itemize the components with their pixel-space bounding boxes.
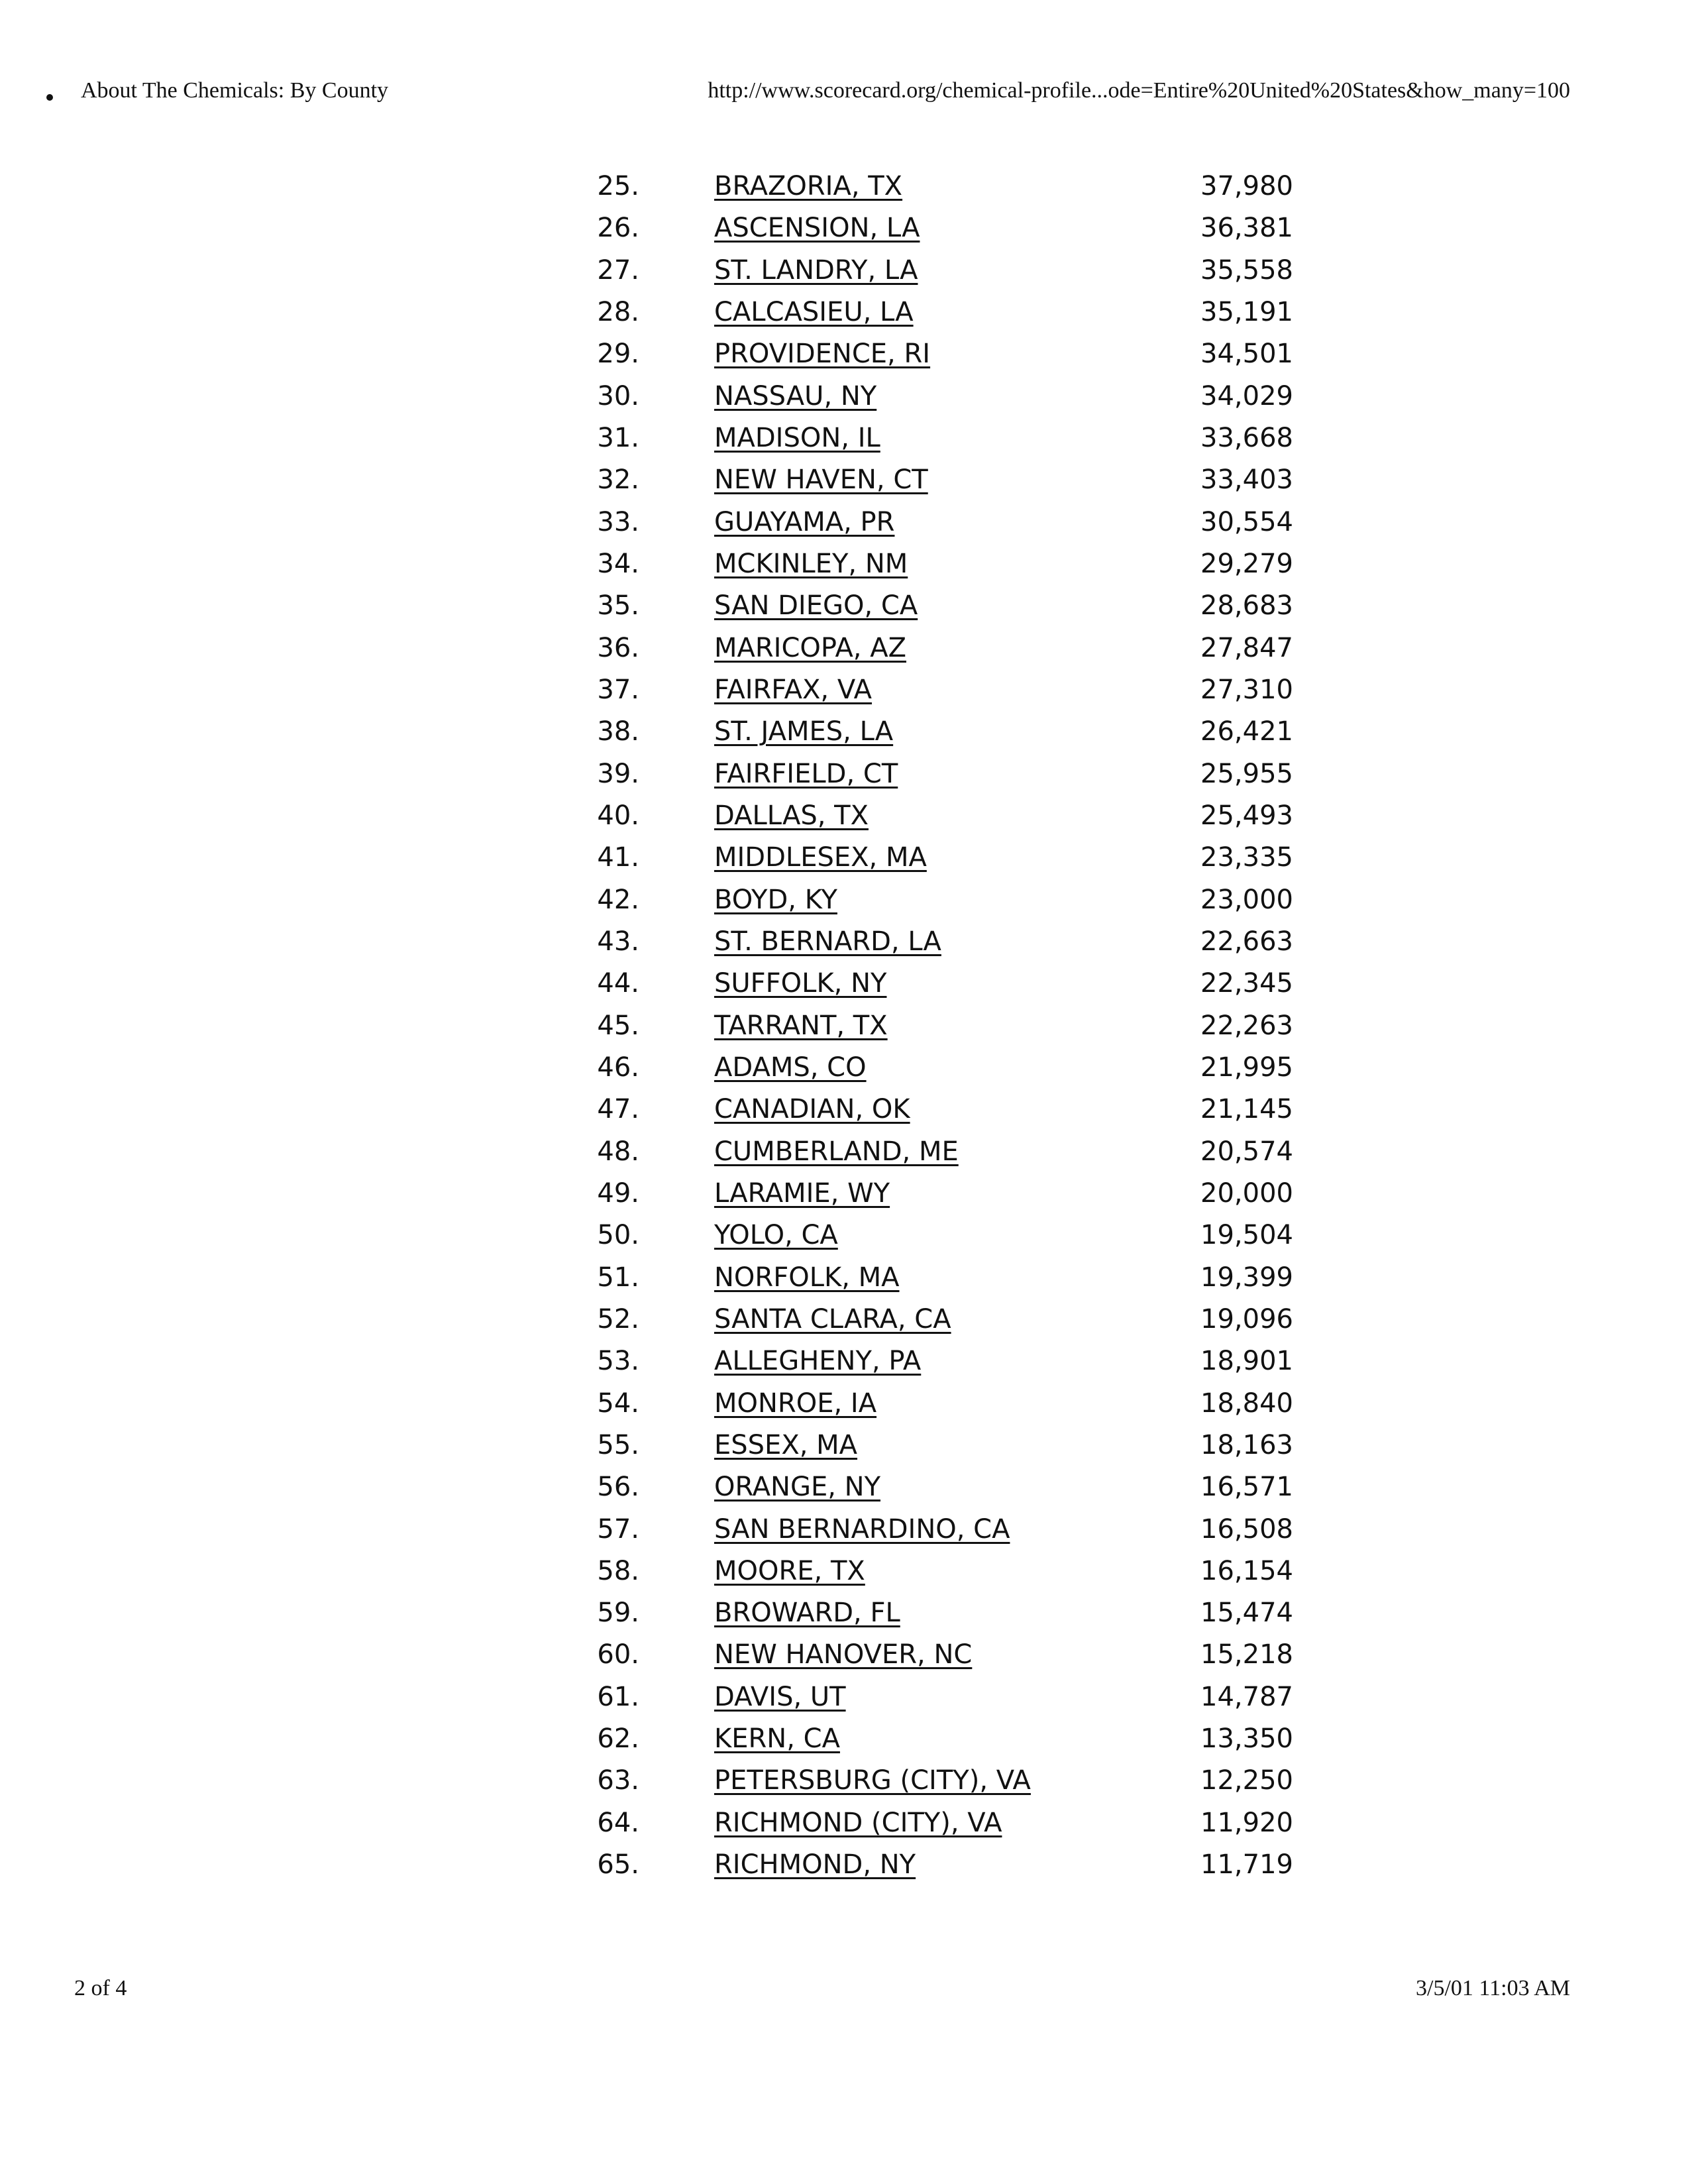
county-value: 19,504 bbox=[1200, 1220, 1293, 1251]
table-row bbox=[0, 753, 1696, 795]
table-row bbox=[0, 1089, 1696, 1130]
county-link[interactable]: ESSEX, MA bbox=[714, 1429, 858, 1460]
rank-number: 49. bbox=[597, 1177, 639, 1209]
county-ranking-table bbox=[0, 166, 1696, 1886]
rank-number: 31. bbox=[597, 422, 639, 453]
rank-number: 53. bbox=[597, 1346, 639, 1377]
county-value: 26,421 bbox=[1200, 716, 1293, 747]
county-value: 18,163 bbox=[1200, 1429, 1293, 1460]
county-value: 11,719 bbox=[1200, 1849, 1293, 1881]
rank-number: 34. bbox=[597, 548, 639, 579]
county-link[interactable]: SAN BERNARDINO, CA bbox=[714, 1513, 1010, 1545]
county-link[interactable]: LARAMIE, WY bbox=[714, 1177, 890, 1209]
county-link[interactable]: NORFOLK, MA bbox=[714, 1262, 900, 1293]
county-value: 19,096 bbox=[1200, 1303, 1293, 1335]
county-value: 16,571 bbox=[1200, 1472, 1293, 1503]
table-row bbox=[0, 292, 1696, 333]
rank-number: 58. bbox=[597, 1555, 639, 1586]
county-value: 33,668 bbox=[1200, 422, 1293, 453]
rank-number: 33. bbox=[597, 506, 639, 537]
rank-number: 51. bbox=[597, 1262, 639, 1293]
rank-number: 61. bbox=[597, 1681, 639, 1712]
rank-number: 28. bbox=[597, 296, 639, 327]
table-row bbox=[0, 1425, 1696, 1466]
rank-number: 64. bbox=[597, 1807, 639, 1838]
rank-number: 46. bbox=[597, 1052, 639, 1083]
table-row bbox=[0, 166, 1696, 207]
table-row bbox=[0, 879, 1696, 921]
table-row bbox=[0, 459, 1696, 501]
rank-number: 48. bbox=[597, 1136, 639, 1167]
county-link[interactable]: RICHMOND, NY bbox=[714, 1849, 916, 1881]
county-link[interactable]: RICHMOND (CITY), VA bbox=[714, 1807, 1002, 1838]
county-link[interactable]: SANTA CLARA, CA bbox=[714, 1303, 951, 1335]
county-link[interactable]: ASCENSION, LA bbox=[714, 213, 920, 244]
table-row bbox=[0, 1257, 1696, 1299]
rank-number: 30. bbox=[597, 380, 639, 411]
rank-number: 25. bbox=[597, 171, 639, 201]
rank-number: 57. bbox=[597, 1513, 639, 1545]
rank-number: 52. bbox=[597, 1303, 639, 1335]
table-row bbox=[0, 333, 1696, 375]
rank-number: 47. bbox=[597, 1094, 639, 1125]
rank-number: 55. bbox=[597, 1429, 639, 1460]
table-row bbox=[0, 1340, 1696, 1382]
page-number: 2 of 4 bbox=[74, 1976, 127, 2000]
county-value: 34,501 bbox=[1200, 339, 1293, 370]
county-value: 18,840 bbox=[1200, 1388, 1293, 1419]
table-row bbox=[0, 1592, 1696, 1634]
county-link[interactable]: MADISON, IL bbox=[714, 422, 880, 453]
county-link[interactable]: DAVIS, UT bbox=[714, 1681, 846, 1712]
county-value: 33,403 bbox=[1200, 464, 1293, 496]
county-link[interactable]: CALCASIEU, LA bbox=[714, 296, 914, 327]
rank-number: 56. bbox=[597, 1472, 639, 1503]
county-value: 37,980 bbox=[1200, 171, 1293, 201]
table-row bbox=[0, 1760, 1696, 1802]
table-row bbox=[0, 1466, 1696, 1508]
county-link[interactable]: MARICOPA, AZ bbox=[714, 632, 906, 663]
table-row bbox=[0, 543, 1696, 585]
table-row bbox=[0, 207, 1696, 249]
county-value: 25,493 bbox=[1200, 800, 1293, 831]
county-value: 11,920 bbox=[1200, 1807, 1293, 1838]
county-link[interactable]: CANADIAN, OK bbox=[714, 1094, 910, 1125]
rank-number: 40. bbox=[597, 800, 639, 831]
table-row bbox=[0, 1634, 1696, 1676]
table-row bbox=[0, 921, 1696, 963]
county-value: 28,683 bbox=[1200, 590, 1293, 622]
county-value: 12,250 bbox=[1200, 1765, 1293, 1796]
table-row bbox=[0, 1299, 1696, 1340]
rank-number: 32. bbox=[597, 464, 639, 496]
table-row bbox=[0, 1173, 1696, 1215]
county-link[interactable]: ST. LANDRY, LA bbox=[714, 254, 918, 286]
county-link[interactable]: MONROE, IA bbox=[714, 1388, 877, 1419]
table-row bbox=[0, 502, 1696, 543]
table-row bbox=[0, 585, 1696, 627]
county-link[interactable]: ADAMS, CO bbox=[714, 1052, 867, 1083]
bullet-icon bbox=[46, 94, 53, 101]
rank-number: 45. bbox=[597, 1010, 639, 1041]
county-value: 21,145 bbox=[1200, 1094, 1293, 1125]
table-row bbox=[0, 628, 1696, 669]
county-link[interactable]: NASSAU, NY bbox=[714, 380, 877, 411]
county-link[interactable]: MIDDLESEX, MA bbox=[714, 842, 927, 873]
county-value: 29,279 bbox=[1200, 548, 1293, 579]
county-value: 30,554 bbox=[1200, 506, 1293, 537]
table-row bbox=[0, 669, 1696, 711]
table-row bbox=[0, 963, 1696, 1005]
rank-number: 35. bbox=[597, 590, 639, 622]
county-link[interactable]: ORANGE, NY bbox=[714, 1472, 880, 1503]
county-value: 25,955 bbox=[1200, 758, 1293, 789]
county-link[interactable]: KERN, CA bbox=[714, 1723, 840, 1755]
rank-number: 26. bbox=[597, 213, 639, 244]
rank-number: 36. bbox=[597, 632, 639, 663]
county-link[interactable]: NEW HAVEN, CT bbox=[714, 464, 928, 496]
county-value: 20,000 bbox=[1200, 1177, 1293, 1209]
county-link[interactable]: NEW HANOVER, NC bbox=[714, 1639, 973, 1670]
county-link[interactable]: MCKINLEY, NM bbox=[714, 548, 908, 579]
county-value: 15,474 bbox=[1200, 1598, 1293, 1629]
table-row bbox=[0, 417, 1696, 459]
table-row bbox=[0, 1047, 1696, 1089]
county-value: 22,263 bbox=[1200, 1010, 1293, 1041]
county-link[interactable]: BOYD, KY bbox=[714, 884, 837, 915]
rank-number: 42. bbox=[597, 884, 639, 915]
county-link[interactable]: SUFFOLK, NY bbox=[714, 968, 887, 999]
county-link[interactable]: FAIRFAX, VA bbox=[714, 674, 872, 705]
rank-number: 38. bbox=[597, 716, 639, 747]
table-row bbox=[0, 711, 1696, 753]
rank-number: 43. bbox=[597, 926, 639, 957]
county-value: 27,847 bbox=[1200, 632, 1293, 663]
county-link[interactable]: ALLEGHENY, PA bbox=[714, 1346, 922, 1377]
rank-number: 27. bbox=[597, 254, 639, 286]
rank-number: 44. bbox=[597, 968, 639, 999]
table-row bbox=[0, 1509, 1696, 1551]
county-value: 36,381 bbox=[1200, 213, 1293, 244]
rank-number: 29. bbox=[597, 339, 639, 370]
table-row bbox=[0, 1005, 1696, 1047]
county-link[interactable]: ST. BERNARD, LA bbox=[714, 926, 941, 957]
county-link[interactable]: BROWARD, FL bbox=[714, 1598, 900, 1629]
county-value: 13,350 bbox=[1200, 1723, 1293, 1755]
county-value: 19,399 bbox=[1200, 1262, 1293, 1293]
print-timestamp: 3/5/01 11:03 AM bbox=[1416, 1976, 1570, 2000]
county-link[interactable]: PETERSBURG (CITY), VA bbox=[714, 1765, 1031, 1796]
rank-number: 41. bbox=[597, 842, 639, 873]
county-value: 22,345 bbox=[1200, 968, 1293, 999]
table-row bbox=[0, 1676, 1696, 1718]
county-value: 27,310 bbox=[1200, 674, 1293, 705]
county-value: 35,191 bbox=[1200, 296, 1293, 327]
page-title: About The Chemicals: By County bbox=[81, 78, 389, 103]
rank-number: 37. bbox=[597, 674, 639, 705]
rank-number: 60. bbox=[597, 1639, 639, 1670]
county-value: 18,901 bbox=[1200, 1346, 1293, 1377]
print-header bbox=[0, 78, 1696, 118]
county-value: 34,029 bbox=[1200, 380, 1293, 411]
county-value: 20,574 bbox=[1200, 1136, 1293, 1167]
rank-number: 63. bbox=[597, 1765, 639, 1796]
county-value: 14,787 bbox=[1200, 1681, 1293, 1712]
county-link[interactable]: TARRANT, TX bbox=[714, 1010, 888, 1041]
county-value: 35,558 bbox=[1200, 254, 1293, 286]
rank-number: 50. bbox=[597, 1220, 639, 1251]
table-row bbox=[0, 837, 1696, 879]
county-value: 15,218 bbox=[1200, 1639, 1293, 1670]
table-row bbox=[0, 795, 1696, 837]
rank-number: 62. bbox=[597, 1723, 639, 1755]
print-footer bbox=[0, 1976, 1696, 2009]
county-link[interactable]: FAIRFIELD, CT bbox=[714, 758, 898, 789]
county-value: 22,663 bbox=[1200, 926, 1293, 957]
table-row bbox=[0, 250, 1696, 292]
county-value: 21,995 bbox=[1200, 1052, 1293, 1083]
table-row bbox=[0, 1383, 1696, 1425]
county-link[interactable]: SAN DIEGO, CA bbox=[714, 590, 918, 622]
page-url: http://www.scorecard.org/chemical-profile...ode=Entire%20United%20States&how_many=100 bbox=[708, 78, 1570, 103]
table-row bbox=[0, 376, 1696, 417]
county-value: 16,508 bbox=[1200, 1513, 1293, 1545]
rank-number: 54. bbox=[597, 1388, 639, 1419]
rank-number: 59. bbox=[597, 1598, 639, 1629]
county-link[interactable]: BRAZORIA, TX bbox=[714, 171, 903, 201]
table-row bbox=[0, 1131, 1696, 1173]
rank-number: 39. bbox=[597, 758, 639, 789]
county-link[interactable]: CUMBERLAND, ME bbox=[714, 1136, 959, 1167]
county-link[interactable]: MOORE, TX bbox=[714, 1555, 865, 1586]
county-value: 23,000 bbox=[1200, 884, 1293, 915]
county-link[interactable]: PROVIDENCE, RI bbox=[714, 339, 931, 370]
county-link[interactable]: ST. JAMES, LA bbox=[714, 716, 894, 747]
table-row bbox=[0, 1551, 1696, 1592]
county-link[interactable]: DALLAS, TX bbox=[714, 800, 869, 831]
county-link[interactable]: GUAYAMA, PR bbox=[714, 506, 895, 537]
table-row bbox=[0, 1802, 1696, 1844]
county-value: 23,335 bbox=[1200, 842, 1293, 873]
county-link[interactable]: YOLO, CA bbox=[714, 1220, 838, 1251]
table-row bbox=[0, 1844, 1696, 1886]
table-row bbox=[0, 1718, 1696, 1760]
table-row bbox=[0, 1215, 1696, 1256]
county-value: 16,154 bbox=[1200, 1555, 1293, 1586]
rank-number: 65. bbox=[597, 1849, 639, 1881]
